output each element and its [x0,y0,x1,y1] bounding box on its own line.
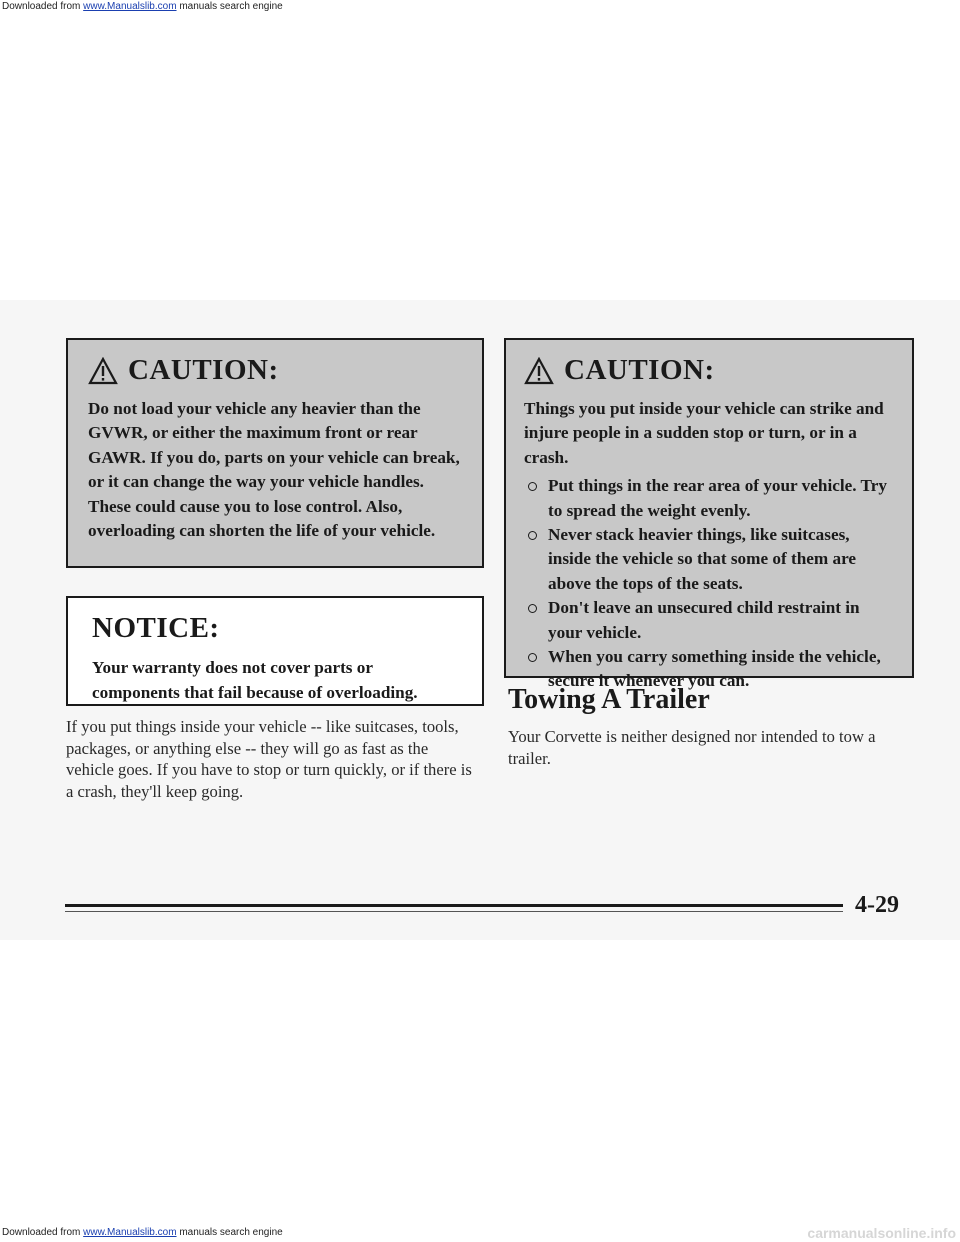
caution-title: CAUTION: [128,354,279,386]
bullet-item: When you carry something inside the vehicle, secure it whenever you can. [524,645,896,694]
caution-bullet-list [524,474,896,694]
bullet-icon [528,653,537,662]
banner-suffix: manuals search engine [179,1,283,12]
caution-intro: Things you put inside your vehicle can strike and injure people in a sudden stop or turn, or in a crash. [524,399,884,467]
caution-title: CAUTION: [564,354,715,386]
notice-text: Your warranty does not cover parts or components that fail because of overloading. [92,658,418,702]
bullet-icon [528,604,537,613]
manualslib-link[interactable]: www.Manualslib.com [83,1,177,12]
footer-prefix: Downloaded from [2,1227,81,1238]
footer-rule [65,904,843,907]
notice-title: NOTICE: [92,612,220,644]
caution-heading [524,354,896,387]
download-banner [0,0,960,14]
caution-text: Do not load your vehicle any heavier than the GVWR, or either the maximum front or rear GAWR. If you do, parts on your vehicle can break, or it can change the way your vehicle handles. These could cause you to lose control. Also, overloading can shorten the life of your vehicle. [88,399,460,541]
footer-manualslib-link[interactable]: www.Manualslib.com [83,1227,177,1238]
footer-rule-thin [65,911,843,912]
page-number: 4-29 [855,892,899,918]
caution-heading [88,354,464,387]
footer-suffix: manuals search engine [179,1227,283,1238]
bullet-icon [528,482,537,491]
download-footer [0,1224,960,1242]
towing-heading: Towing A Trailer [508,684,710,715]
caution-box-overloading [66,338,484,568]
cargo-paragraph: If you put things inside your vehicle -- like suitcases, tools, packages, or anything else -- they will go as fast as the vehicle goes. If you have to stop or turn quickly, or if there is a crash, they'll keep going. [66,717,472,801]
banner-prefix: Downloaded from [2,1,81,12]
bullet-item: Never stack heavier things, like suitcases, inside the vehicle so that some of them are above the tops of the seats. [524,523,896,596]
caution-box-cargo [504,338,914,691]
manual-page [0,300,960,940]
bullet-icon [528,531,537,540]
bullet-item: Don't leave an unsecured child restraint in your vehicle. [524,596,896,645]
notice-box [66,596,484,706]
bullet-item: Put things in the rear area of your vehicle. Try to spread the weight evenly. [524,474,896,523]
warning-triangle-icon [524,357,554,385]
towing-paragraph: Your Corvette is neither designed nor intended to tow a trailer. [508,727,876,768]
watermark: carmanualsonline.info [807,1225,956,1241]
warning-triangle-icon [88,357,118,385]
